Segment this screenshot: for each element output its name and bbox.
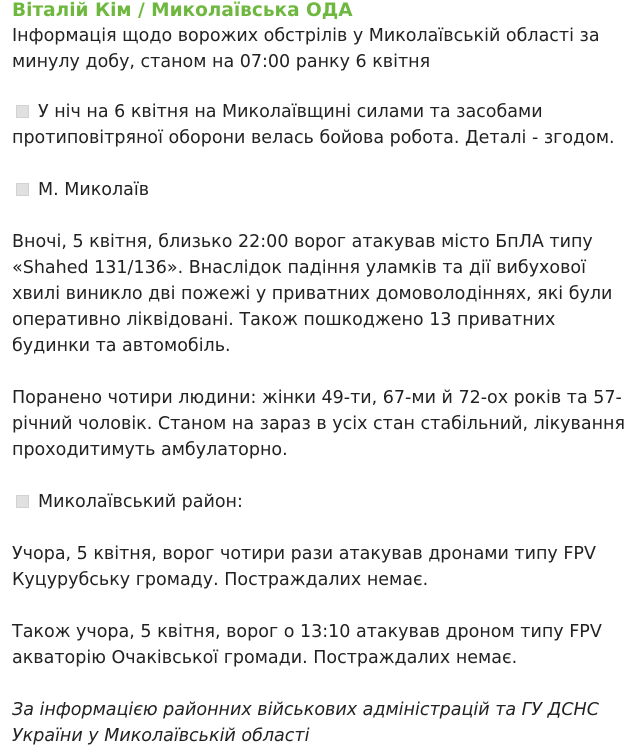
- section-mykolaiv-heading-text: М. Миколаїв: [38, 180, 150, 200]
- section-district-heading-text: Миколаївський район:: [38, 492, 243, 512]
- mykolaiv-injured-paragraph: Поранено чотири людини: жінки 49-ти, 67-ми й 72-ох років та 57-річний чоловік. Станом на зараз в усіх стан стабільний, лікування проходитимуть амбулаторно.: [12, 388, 625, 460]
- spacer: [12, 359, 625, 385]
- section-air-defense-text: У ніч на 6 квітня на Миколаївщині силами та засобами протиповітряної оборони велась бойова робота. Деталі - згодом.: [12, 102, 615, 148]
- spacer: [12, 203, 625, 229]
- mykolaiv-attack-paragraph: Вночі, 5 квітня, близько 22:00 ворог атакував місто БпЛА типу «Shahed 131/136». Внаслідок падіння уламків та дії вибухової хвилі виникло дві пожежі у приватних домоволодіннях, які були оперативно ліквідовані. Також пошкоджено 13 приватних будинки та автомобіль.: [12, 232, 613, 356]
- district-fpv-paragraph-1: Учора, 5 квітня, ворог чотири рази атакував дронами типу FPV Куцурубську громаду. Постраждалих немає.: [12, 544, 596, 590]
- section-air-defense: [12, 99, 625, 151]
- spacer: [12, 151, 625, 177]
- white-square-icon: [16, 183, 29, 196]
- white-square-icon: [16, 105, 29, 118]
- author-name[interactable]: Віталій Кім / Миколаївська ОДА: [12, 0, 353, 21]
- spacer: [12, 463, 625, 489]
- spacer: [12, 593, 625, 619]
- section-district-heading: [12, 489, 625, 515]
- source-footer: За інформацією районних військових адміністрацій та ГУ ДСНС України у Миколаївській області: [12, 700, 599, 746]
- spacer: [12, 671, 625, 697]
- white-square-icon: [16, 495, 29, 508]
- intro-text: Інформація щодо ворожих обстрілів у Миколаївській області за минулу добу, станом на 07:00 ранку 6 квітня: [12, 26, 600, 72]
- spacer: [12, 75, 625, 99]
- spacer: [12, 515, 625, 541]
- district-fpv-paragraph-2: Також учора, 5 квітня, ворог о 13:10 атакував дроном типу FPV акваторію Очаківської громади. Постраждалих немає.: [12, 622, 602, 668]
- section-mykolaiv-heading: [12, 177, 625, 203]
